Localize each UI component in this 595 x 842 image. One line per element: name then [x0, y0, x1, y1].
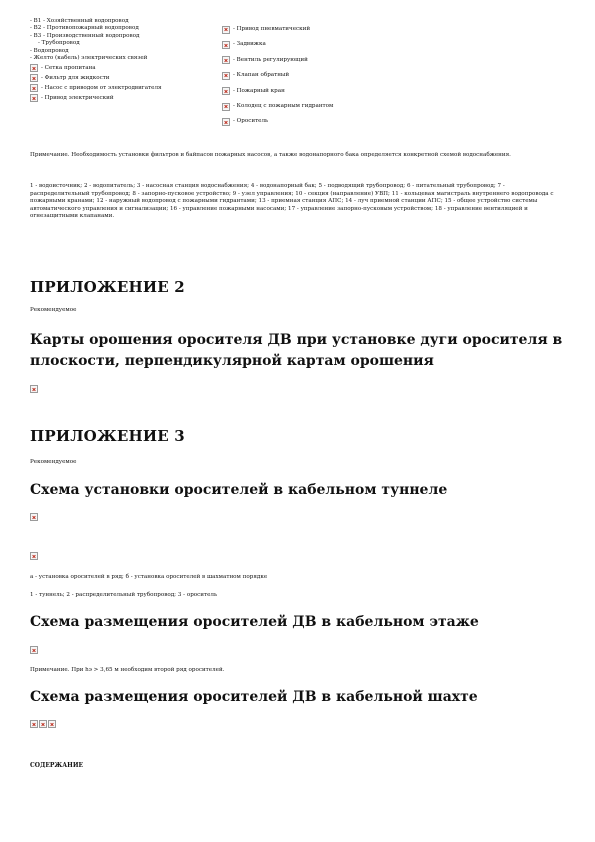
legend-item-label: - В3 - Производственный водопровод: [30, 32, 140, 39]
legend-item: [30, 25, 215, 32]
legend-item-label: - Колодец с пожарным гидрантом: [233, 102, 334, 109]
broken-image-icon: [30, 94, 38, 102]
image-strip: [30, 720, 57, 728]
appendix3-heading-floor: Схема размещения оросителей ДВ в кабельном этаже: [30, 614, 479, 630]
note-paragraph: Примечание. Необходимость установки фильтров и байпасов пожарных насосов, а также водонапорного бака определяется конкретной схемой водоснабжения.: [30, 152, 511, 158]
legend-item-label: - В1 - Хозяйственный водопровод: [30, 18, 129, 24]
broken-image-icon: [222, 87, 230, 95]
legend-item: [30, 74, 215, 82]
legend-item: [30, 84, 215, 92]
legend-item: [30, 48, 215, 55]
legend-item: [30, 55, 215, 62]
legend-item-label: - Привод электрический: [41, 94, 114, 101]
broken-image-icon: [222, 56, 230, 64]
broken-image-icon: [30, 64, 38, 72]
legend-item-label: - Фильтр для жидкости: [41, 74, 110, 81]
legend-item: [30, 94, 215, 102]
legend-item-label: - Водопровод: [30, 47, 69, 54]
legend-item-label: - В2 - Противопожарный водопровод: [30, 25, 139, 32]
legend-item-label: - Сетка пропитана: [41, 64, 96, 71]
broken-image-icon: [30, 74, 38, 82]
appendix2-heading: Карты орошения оросителя ДВ при установке дуги оросителя в плоскости, перпендикулярной картам орошения: [30, 332, 563, 369]
legend-item: [30, 18, 215, 25]
legend-item-label: - Вентиль регулирующий: [233, 56, 308, 63]
appendix2-status: Рекомендуемое: [30, 307, 77, 313]
appendix2-title: ПРИЛОЖЕНИЕ 2: [30, 278, 185, 296]
broken-image-icon: [30, 385, 38, 393]
numbered-legend-paragraph: 1 - водоисточник; 2 - водопитатель; 3 - насосная станция водоснабжения; 4 - водонапорный бак; 5 - подводящий трубопровод; 6 - питательный трубопровод; 7 - распределительный трубопровод; 8 - запорно-пусковое устройство; 9 - узел управления; 10 - секция (направление) УВП; 11 - кольцевая магистраль внутреннего водопровода с пожарными кранами; 12 - наружный водопровод с пожарными гидрантами; 13 - приемная станция АПС; 14 - луч приемной станции АПС; 15 - общее устройство системы автоматического управления и сигнализации; 16 - управление пожарными насосами; 17 - управление запорно-пусковым устройством; 18 - управление вентиляцией и огнезащитными клапанами.: [30, 183, 554, 220]
figure-caption-a: а - установка оросителей в ряд; б - установка оросителей в шахматном порядке: [30, 574, 268, 580]
broken-image-icon: [30, 513, 38, 521]
broken-image-icon: [30, 84, 38, 92]
legend-item-label: - Трубопровод: [38, 40, 80, 47]
legend-item: [222, 53, 402, 68]
legend-right-column: [222, 22, 402, 130]
broken-image-icon: [222, 72, 230, 80]
broken-image-icon: [222, 103, 230, 111]
figure-caption-b: 1 - туннель; 2 - распределительный трубопровод; 3 - ороситель: [30, 592, 218, 598]
legend-left-column: [30, 18, 215, 102]
legend-item: [222, 114, 402, 129]
broken-image-icon: [222, 118, 230, 126]
legend-item-label: - Пожарный кран: [233, 87, 285, 94]
appendix3-heading-tunnel: Схема установки оросителей в кабельном туннеле: [30, 482, 448, 498]
broken-image-icon: [222, 26, 230, 34]
floor-note: Примечание. При hэ > 3,65 м необходим второй ряд оросителей.: [30, 667, 225, 673]
legend-item-label: - Ороситель: [233, 118, 269, 125]
legend-item-label: - Желто (кабель) электрических связей: [30, 55, 148, 62]
legend-item: [222, 84, 402, 99]
legend-item: [30, 64, 215, 72]
toc-link[interactable]: СОДЕРЖАНИЕ: [30, 762, 84, 769]
broken-image-icon: [30, 646, 38, 654]
broken-image-icon: [48, 720, 56, 728]
appendix3-title: ПРИЛОЖЕНИЕ 3: [30, 427, 185, 445]
legend-item-label: - Привод пневматический: [233, 25, 311, 32]
legend-item: [222, 37, 402, 52]
legend-item: [222, 68, 402, 83]
legend-item-label: - Насос с приводом от электродвигателя: [41, 84, 162, 91]
broken-image-icon: [30, 552, 38, 560]
broken-image-icon: [222, 41, 230, 49]
legend-item: [222, 22, 402, 37]
appendix3-heading-shaft: Схема размещения оросителей ДВ в кабельной шахте: [30, 689, 478, 705]
broken-image-icon: [30, 720, 38, 728]
legend-item: [222, 99, 402, 114]
broken-image-icon: [39, 720, 47, 728]
legend-item-label: - Клапан обратный: [233, 72, 290, 79]
legend-item-label: - Задвижка: [233, 41, 266, 48]
legend-item: [30, 40, 215, 47]
appendix3-status: Рекомендуемое: [30, 459, 77, 465]
